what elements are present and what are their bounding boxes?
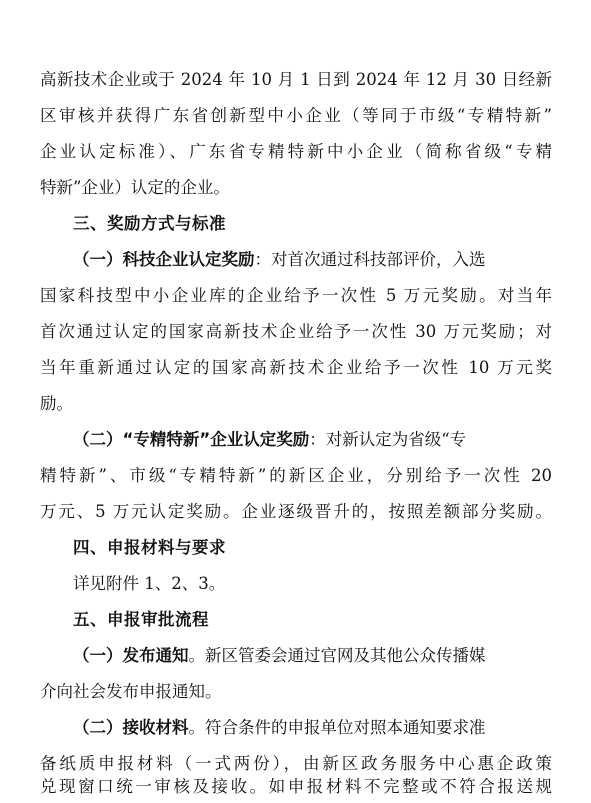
text-line: 特新”企业）认定的企业。 [40,178,230,197]
section-heading: 三、奖励方式与标准 [73,214,226,233]
item-label: （二）接收材料 [73,718,189,737]
text-line: 详见附件 1、2、3。 [73,574,226,593]
item-text: ：对新认定为省级“专 [309,430,467,449]
item-label: （一）科技企业认定奖励 [73,250,255,269]
text-line: 区审核并获得广东省创新型中小企业（等同于市级“专精特新” [40,106,552,125]
item-text: 。符合条件的申报单位对照本通知要求准 [188,718,486,737]
text-line: 励。 [40,394,73,413]
text-line: 企业认定标准）、广东省专精特新中小企业（简称省级“专精 [40,142,552,161]
section-heading: 四、申报材料与要求 [73,538,226,557]
text-line: 介向社会发布申报通知。 [40,682,222,701]
text-line: 高新技术企业或于 2024 年 10 月 1 日到 2024 年 12 月 30 日经新 [40,70,552,89]
paragraph-first-line [73,640,552,672]
item-text: ：对首次通过科技部评价，入选 [254,250,486,269]
text-line: 备纸质申报材料（一式两份），由新区政务服务中心惠企政策 [40,754,552,773]
text-line: 首次通过认定的国家高新技术企业给予一次性 30 万元奖励；对 [40,322,552,341]
item-label: （一）发布通知 [73,646,189,665]
text-line: 兑现窗口统一审核及接收。如申报材料不完整或不符合报送规 [40,777,552,796]
text-line: 国家科技型中小企业库的企业给予一次性 5 万元奖励。对当年 [40,286,552,305]
paragraph-first-line [73,712,552,744]
item-label: （二）“专精特新”企业认定奖励 [73,430,310,449]
text-line: 精特新”、市级“专精特新”的新区企业，分别给予一次性 20 [40,466,552,485]
item-text: 。新区管委会通过官网及其他公众传播媒 [188,646,486,665]
paragraph-first-line [73,244,552,276]
section-heading: 五、申报审批流程 [73,610,209,629]
paragraph-first-line [73,424,552,456]
text-line: 万元、5 万元认定奖励。企业逐级晋升的，按照差额部分奖励。 [40,502,552,521]
text-line: 当年重新通过认定的国家高新技术企业给予一次性 10 万元奖 [40,358,552,377]
